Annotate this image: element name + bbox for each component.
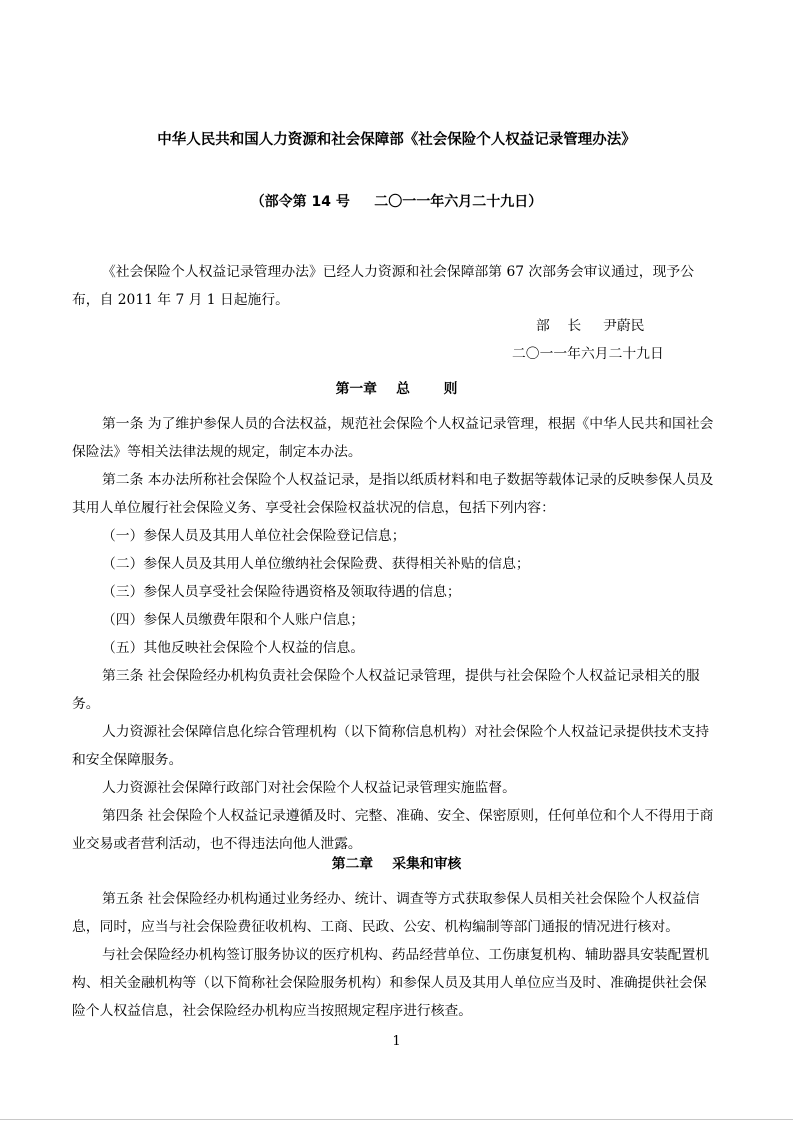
page-bottom-rule <box>0 1119 793 1120</box>
article-paragraph: 与社会保险经办机构签订服务协议的医疗机构、药品经营单位、工伤康复机构、辅助器具安装配置机构、相关金融机构等（以下简称社会保险服务机构）和参保人员及其用人单位应当及时、准确提供社会保险个人权益信息，社会保险经办机构应当按照规定程序进行核查。 <box>72 947 710 1019</box>
chapter-heading: 第二章 采集和审核 <box>331 856 462 872</box>
document-title: 中华人民共和国人力资源和社会保障部《社会保险个人权益记录管理办法》 <box>157 132 636 148</box>
list-item: （五）其他反映社会保险个人权益的信息。 <box>102 640 365 656</box>
article-paragraph: 第三条 社会保险经办机构负责社会保险个人权益记录管理，提供与社会保险个人权益记录相关的服务。 <box>72 668 700 712</box>
page-number: 1 <box>392 1034 401 1049</box>
list-item: （四）参保人员缴费年限和个人账户信息； <box>102 612 365 628</box>
list-item: （一）参保人员及其用人单位社会保险登记信息； <box>102 528 406 544</box>
article-paragraph: 人力资源社会保障行政部门对社会保险个人权益记录管理实施监督。 <box>102 780 516 796</box>
list-item: （三）参保人员享受社会保险待遇资格及领取待遇的信息； <box>102 584 461 600</box>
list-item: （二）参保人员及其用人单位缴纳社会保险费、获得相关补贴的信息； <box>102 556 530 572</box>
article-paragraph: 第四条 社会保险个人权益记录遵循及时、完整、准确、安全、保密原则，任何单位和个人不得用于商业交易或者营利活动，也不得违法向他人泄露。 <box>72 808 714 852</box>
article-paragraph: 人力资源社会保障信息化综合管理机构（以下简称信息机构）对社会保险个人权益记录提供技术支持和安全保障服务。 <box>72 724 710 768</box>
article-paragraph: 第二条 本办法所称社会保险个人权益记录，是指以纸质材料和电子数据等载体记录的反映参保人员及其用人单位履行社会保险义务、享受社会保险权益状况的信息，包括下列内容： <box>72 472 714 516</box>
promulgation-paragraph: 《社会保险个人权益记录管理办法》已经人力资源和社会保障部第 67 次部务会审议通过，现予公布，自 2011 年 7 月 1 日起施行。 <box>72 264 694 308</box>
chapter-heading: 第一章 总 则 <box>335 381 458 397</box>
order-number-line: （部令第 14 号 二〇一一年六月二十九日） <box>250 194 543 210</box>
article-paragraph: 第一条 为了维护参保人员的合法权益，规范社会保险个人权益记录管理，根据《中华人民共和国社会保险法》等相关法律法规的规定，制定本办法。 <box>72 416 714 460</box>
signature-date: 二〇一一年六月二十九日 <box>512 346 664 362</box>
signature-title: 部 长 尹蔚民 <box>536 318 645 334</box>
article-paragraph: 第五条 社会保险经办机构通过业务经办、统计、调查等方式获取参保人员相关社会保险个人权益信息，同时，应当与社会保险费征收机构、工商、民政、公安、机构编制等部门通报的情况进行核对。 <box>72 891 700 935</box>
